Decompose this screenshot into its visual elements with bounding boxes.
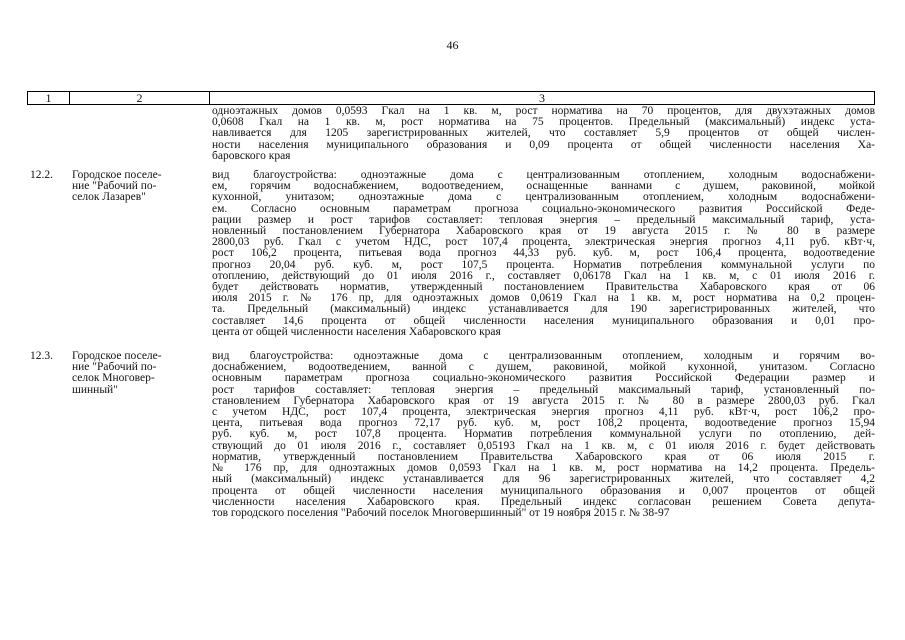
text-line: та. Предельный (максимальный) индекс устанавливается для 190 зарегистрированных жителей, что xyxy=(212,304,875,316)
text-line: отоплению, действующий до 01 июля 2016 г., составляет 0,06178 Гкал на 1 кв. м, с 01 июля 2016 г. xyxy=(212,270,875,282)
text-line: основным параметрам прогноза социально-экономического развития Российской Федерации размер и xyxy=(212,373,875,385)
column-header-2: 2 xyxy=(70,92,210,104)
text-line: ем, горячим водоснабжением, водоотведением, оснащенные ваннами с душем, раковиной, мойкой xyxy=(212,181,875,193)
row-number: 12.3. xyxy=(30,350,53,363)
text-line: доснабжением, водоотведением, ванной с душем, раковиной, мойкой кухонной, унитазом. Согласно xyxy=(212,362,875,374)
text-line: процента от общей численности населения муниципального образования и 0,007 процентов от общей xyxy=(212,485,875,497)
text-line: будет действовать норматив, утвержденный постановлением Правительства Хабаровского края от 06 xyxy=(212,282,875,294)
text-line: кухонной, унитазом; одноэтажные дома с централизованным отоплением, холодным водоснабжени- xyxy=(212,192,875,204)
text-line: баровского края xyxy=(212,150,291,162)
text-line: одноэтажных домов 0,0593 Гкал на 1 кв. м, рост норматива на 70 процентов, для двухэтажных домов xyxy=(212,106,875,117)
text-line: составляет 14,6 процента от общей численности населения муниципального образования и 0,01 про- xyxy=(212,315,875,327)
text-line: с учетом НДС, рост 107,4 процента, электрическая энергия прогноз 4,11 руб. кВт·ч, рост 106,2 про- xyxy=(212,407,875,419)
table-header-row xyxy=(27,91,875,105)
text-line: норматив, утвержденный постановлением Правительства Хабаровского края от 06 июля 2015 г. xyxy=(212,451,875,463)
row-description xyxy=(212,351,875,519)
row-description xyxy=(212,170,875,338)
page-number: 46 xyxy=(446,38,459,52)
table-row-12-3 xyxy=(30,351,875,519)
text-line: вид благоустройства: одноэтажные дома с централизованным отоплением, холодным водоснабжени- xyxy=(212,170,875,182)
text-line: цента от общей численности населения Хабаровского края xyxy=(212,326,501,338)
column-header-1: 1 xyxy=(28,92,70,104)
row-description xyxy=(212,106,875,162)
text-line: численности населения Хабаровского края. Предельный индекс согласован решением Совета депута- xyxy=(212,496,875,508)
text-line: ствующий до 01 июля 2016 г., составляет 0,05193 Гкал на 1 кв. м, с 01 июля 2016 г. будет действовать xyxy=(212,440,875,452)
text-line: прогноз 20,04 руб. куб. м, рост 107,5 процента. Норматив потребления коммунальной услуги по xyxy=(212,259,875,271)
table-row-12-2 xyxy=(30,170,875,338)
text-line: вид благоустройства: одноэтажные дома с централизованным отоплением, холодным и горячим во- xyxy=(212,351,875,363)
text-line: рост 106,2 процента, питьевая вода прогноз 44,33 руб. куб. м, рост 106,4 процента, водоотведение xyxy=(212,248,875,260)
table-row-continuation xyxy=(212,106,875,162)
text-line: ный (максимальный) индекс устанавливается для 96 зарегистрированных жителей, что составляет 4,2 xyxy=(212,474,875,486)
text-line: рост тарифов составляет: тепловая энергия – предельный максимальный тариф, установленный по- xyxy=(212,384,875,396)
text-line: ем. Согласно основным параметрам прогноза социально-экономического развития Российской Феде- xyxy=(212,203,875,215)
text-line: июля 2015 г. № 176 пр, для одноэтажных домов 0,0619 Гкал на 1 кв. м, рост норматива на 0,2 процен- xyxy=(212,293,875,305)
text-line: № 176 пр, для одноэтажных домов 0,0593 Гкал на 1 кв. м, рост норматива на 14,2 процента. Предель- xyxy=(212,463,875,475)
text-line: рации размер и рост тарифов составляет: тепловая энергия – предельный максимальный тариф, уста- xyxy=(212,214,875,226)
text-line: 2800,03 руб. Гкал с учетом НДС, рост 107,4 процента, электрическая энергия прогноз 4,11 руб. кВт·ч, xyxy=(212,237,875,249)
row-settlement-name: Городское поселе- ние "Рабочий по- селок Многовер- шинный" xyxy=(72,350,162,396)
row-settlement-name: Городское поселе- ние "Рабочий по- селок Лазарев" xyxy=(72,169,162,204)
text-line: новленный постановлением Губернатора Хабаровского края от 19 августа 2015 г. № 80 в размере xyxy=(212,226,875,238)
text-line: руб. куб. м, рост 107,8 процента. Норматив потребления коммунальной услуги по отоплению, дей- xyxy=(212,429,875,441)
table-body xyxy=(30,106,875,519)
text-line: 0,0608 Гкал на 1 кв. м, рост норматива на 75 процентов. Предельный (максимальный) индекс уста- xyxy=(212,117,875,129)
row-number: 12.2. xyxy=(30,169,53,182)
text-line: становлением Губернатора Хабаровского края от 19 августа 2015 г. № 80 в размере 2800,03 руб. Гкал xyxy=(212,395,875,407)
text-line: навливается для 1205 зарегистрированных жителей, что составляет 5,9 процентов от общей числен- xyxy=(212,128,875,140)
text-line: цента, питьевая вода прогноз 72,17 руб. куб. м, рост 108,2 процента, водоотведение прогноз 15,94 xyxy=(212,418,875,430)
text-line: ности населения муниципального образования и 0,09 процента от общей численности населения Ха- xyxy=(212,139,875,151)
text-line: тов городского поселения "Рабочий поселок Многовершинный" от 19 ноября 2015 г. № 38-97 xyxy=(212,507,670,519)
column-header-3: 3 xyxy=(539,91,545,105)
